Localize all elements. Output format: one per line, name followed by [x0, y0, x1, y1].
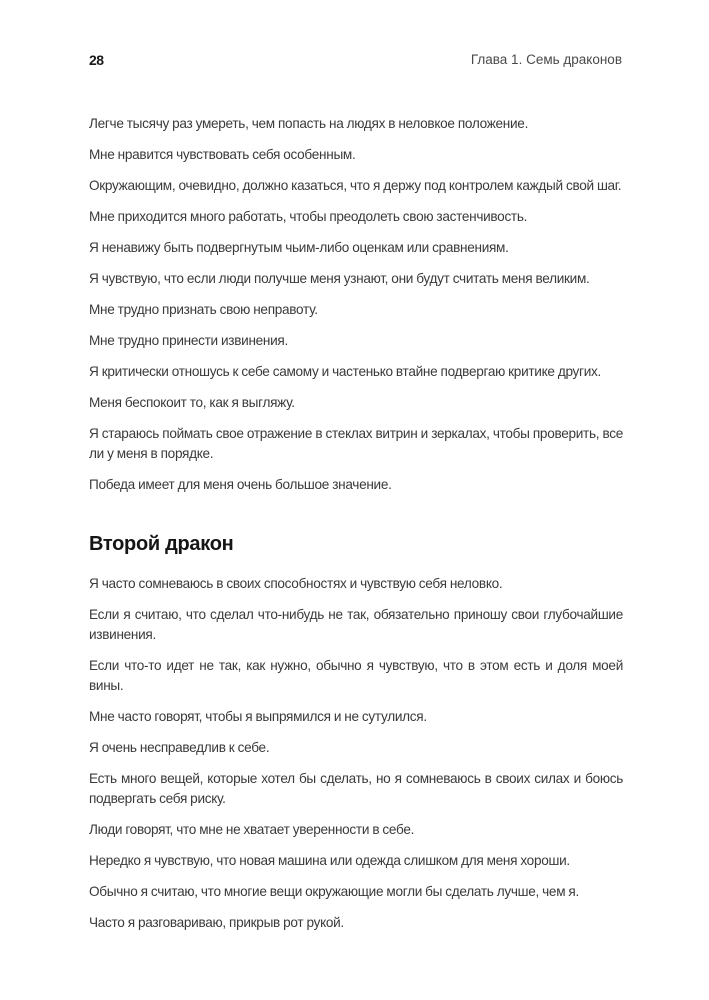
statement-20: Нередко я чувствую, что новая машина или одежда слишком для меня хороши.: [89, 853, 570, 868]
page-header: [89, 52, 622, 72]
statement-16: Мне часто говорят, чтобы я выпрямился и не сутулился.: [89, 709, 427, 724]
statement-6: Я чувствую, что если люди получше меня узнают, они будут считать меня великим.: [89, 271, 590, 286]
statement-8: Мне трудно принести извинения.: [89, 333, 288, 348]
page-content: [89, 114, 623, 944]
statement-11: Я стараюсь поймать свое отражение в стеклах витрин и зеркалах, чтобы проверить, все ли у меня в порядке.: [89, 426, 623, 461]
statement-7: Мне трудно признать свою неправоту.: [89, 302, 318, 317]
running-head: Глава 1. Семь драконов: [470, 52, 622, 67]
statement-13: Я часто сомневаюсь в своих способностях и чувствую себя неловко.: [89, 576, 503, 591]
statement-22: Часто я разговариваю, прикрыв рот рукой.: [89, 915, 344, 930]
statement-17: Я очень несправедлив к себе.: [89, 740, 270, 755]
statement-18: Есть много вещей, которые хотел бы сделать, но я сомневаюсь в своих силах и боюсь подвергать себя риску.: [89, 771, 623, 806]
statement-2: Мне нравится чувствовать себя особенным.: [89, 147, 356, 162]
statement-5: Я ненавижу быть подвергнутым чьим-либо оценкам или сравнениям.: [89, 240, 509, 255]
statement-9: Я критически отношусь к себе самому и частенько втайне подвергаю критике других.: [89, 364, 601, 379]
statement-3: Окружающим, очевидно, должно казаться, что я держу под контролем каждый свой шаг.: [89, 178, 622, 193]
statement-10: Меня беспокоит то, как я выгляжу.: [89, 395, 295, 410]
statement-15: Если что-то идет не так, как нужно, обычно я чувствую, что в этом есть и доля моей вины.: [89, 658, 623, 693]
statement-19: Люди говорят, что мне не хватает уверенности в себе.: [89, 822, 415, 837]
section-title: Второй дракон: [89, 533, 234, 555]
statement-14: Если я считаю, что сделал что-нибудь не так, обязательно приношу свои глубочайшие извинения.: [89, 607, 623, 642]
page-number: 28: [89, 52, 104, 68]
statement-21: Обычно я считаю, что многие вещи окружающие могли бы сделать лучше, чем я.: [89, 884, 579, 899]
statement-12: Победа имеет для меня очень большое значение.: [89, 477, 392, 492]
statement-1: Легче тысячу раз умереть, чем попасть на людях в неловкое положение.: [89, 116, 529, 131]
statement-4: Мне приходится много работать, чтобы преодолеть свою застенчивость.: [89, 209, 528, 224]
